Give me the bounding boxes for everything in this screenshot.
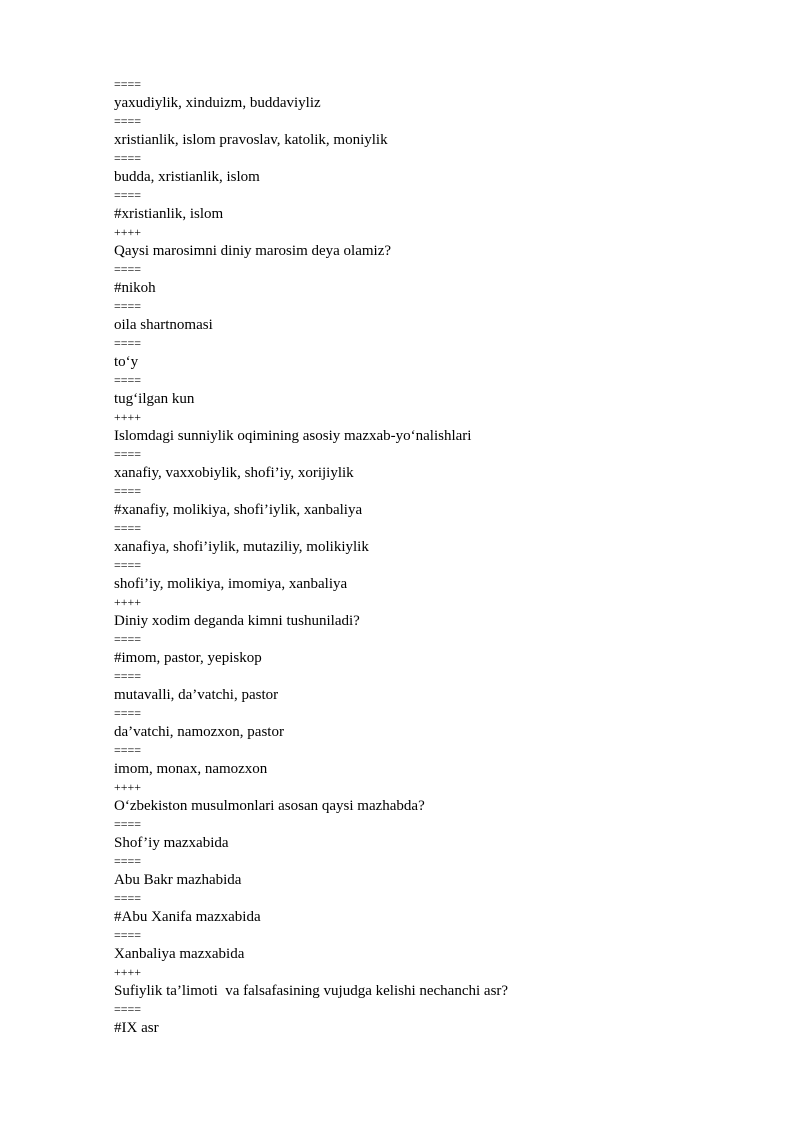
- separator-line: ====: [114, 336, 142, 350]
- separator-line: ====: [114, 1002, 142, 1016]
- text-line: Qaysi marosimni diniy marosim deya olamiz?: [114, 242, 392, 259]
- text-line: da’vatchi, namozxon, pastor: [114, 723, 284, 740]
- separator-line: ++++: [114, 410, 142, 424]
- separator-line: ====: [114, 928, 142, 942]
- text-line: #xristianlik, islom: [114, 205, 224, 222]
- separator-line: ====: [114, 373, 142, 387]
- text-line: Islomdagi sunniylik oqimining asosiy mazxab-yo‘nalishlari: [114, 427, 472, 444]
- text-line: Abu Bakr mazhabida: [114, 871, 242, 888]
- separator-line: ++++: [114, 965, 142, 979]
- text-line: #xanafiy, molikiya, shofi’iylik, xanbaliya: [114, 501, 363, 518]
- separator-line: ====: [114, 484, 142, 498]
- text-line: Xanbaliya mazxabida: [114, 945, 245, 962]
- separator-line: ====: [114, 447, 142, 461]
- separator-line: ====: [114, 558, 142, 572]
- text-line: #IX asr: [114, 1019, 159, 1036]
- text-line: yaxudiylik, xinduizm, buddaviyliz: [114, 94, 321, 111]
- separator-line: ====: [114, 854, 142, 868]
- text-line: Sufiylik ta’limoti va falsafasining vujudga kelishi nechanchi asr?: [114, 982, 509, 999]
- separator-line: ====: [114, 151, 142, 165]
- text-line: Diniy xodim deganda kimni tushuniladi?: [114, 612, 360, 629]
- separator-line: ====: [114, 299, 142, 313]
- text-line: #nikoh: [114, 279, 156, 296]
- separator-line: ====: [114, 188, 142, 202]
- separator-line: ++++: [114, 595, 142, 609]
- separator-line: ====: [114, 77, 142, 91]
- separator-line: ====: [114, 817, 142, 831]
- separator-line: ====: [114, 114, 142, 128]
- text-line: xristianlik, islom pravoslav, katolik, moniylik: [114, 131, 388, 148]
- separator-line: ====: [114, 262, 142, 276]
- separator-line: ++++: [114, 780, 142, 794]
- text-line: mutavalli, da’vatchi, pastor: [114, 686, 279, 703]
- separator-line: ====: [114, 632, 142, 646]
- separator-line: ====: [114, 743, 142, 757]
- separator-line: ====: [114, 669, 142, 683]
- document-page: [114, 75, 754, 1037]
- text-line: Shof’iy mazxabida: [114, 834, 229, 851]
- text-line: #Abu Xanifa mazxabida: [114, 908, 261, 925]
- text-line: to‘y: [114, 353, 139, 370]
- separator-line: ====: [114, 521, 142, 535]
- text-line: budda, xristianlik, islom: [114, 168, 260, 185]
- text-line: tug‘ilgan kun: [114, 390, 195, 407]
- separator-line: ++++: [114, 225, 142, 239]
- text-line: xanafiy, vaxxobiylik, shofi’iy, xorijiylik: [114, 464, 354, 481]
- text-line: O‘zbekiston musulmonlari asosan qaysi mazhabda?: [114, 797, 425, 814]
- text-line: xanafiya, shofi’iylik, mutaziliy, molikiylik: [114, 538, 369, 555]
- separator-line: ====: [114, 891, 142, 905]
- text-line: shofi’iy, molikiya, imomiya, xanbaliya: [114, 575, 348, 592]
- text-line: imom, monax, namozxon: [114, 760, 268, 777]
- text-line: oila shartnomasi: [114, 316, 213, 333]
- text-line: #imom, pastor, yepiskop: [114, 649, 262, 666]
- separator-line: ====: [114, 706, 142, 720]
